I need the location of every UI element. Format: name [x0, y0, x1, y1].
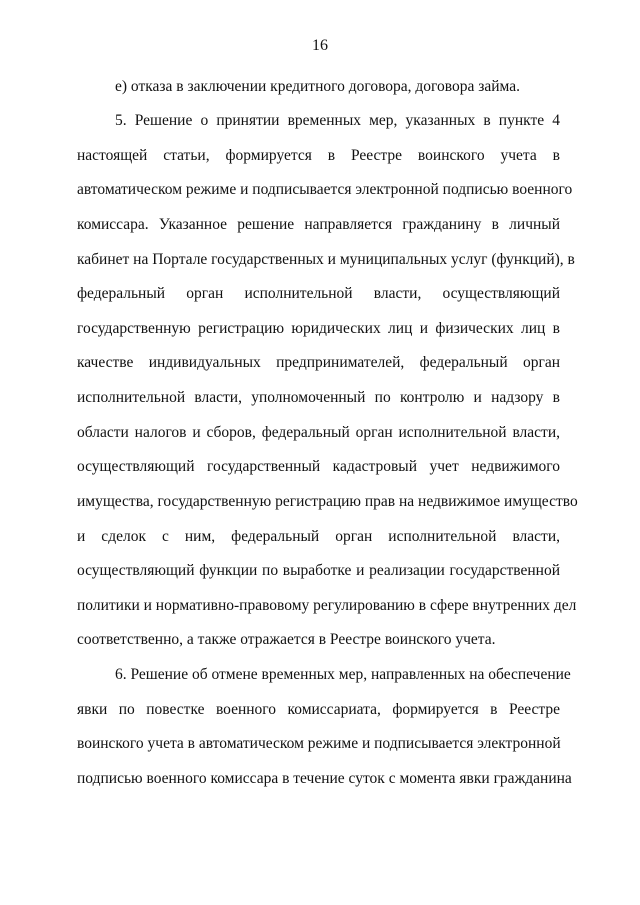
text-line: федеральный орган исполнительной власти, осуществляющий: [77, 285, 560, 302]
text-line: соответственно, а также отражается в Реестре воинского учета.: [77, 631, 496, 648]
text-line: 6. Решение об отмене временных мер, направленных на обеспечение: [115, 666, 571, 683]
text-line: исполнительной власти, уполномоченный по контролю и надзору в: [77, 389, 560, 406]
text-line: качестве индивидуальных предпринимателей, федеральный орган: [77, 354, 560, 371]
text-line: 5. Решение о принятии временных мер, указанных в пункте 4: [115, 112, 560, 129]
text-line: области налогов и сборов, федеральный орган исполнительной власти,: [77, 424, 560, 441]
text-line: подписью военного комиссара в течение суток с момента явки гражданина: [77, 770, 572, 787]
text-line: е) отказа в заключении кредитного договора, договора займа.: [115, 78, 521, 95]
text-line: настоящей статьи, формируется в Реестре воинского учета в: [77, 147, 560, 164]
text-line: политики и нормативно-правовому регулированию в сфере внутренних дел: [77, 597, 577, 614]
text-line: комиссара. Указанное решение направляется гражданину в личный: [77, 216, 560, 233]
text-line: осуществляющий функции по выработке и реализации государственной: [77, 562, 560, 579]
text-line: государственную регистрацию юридических лиц и физических лиц в: [77, 320, 560, 337]
page-number: 16: [312, 37, 328, 54]
text-line: кабинет на Портале государственных и муниципальных услуг (функций), в: [77, 251, 575, 268]
text-line: автоматическом режиме и подписывается электронной подписью военного: [77, 181, 573, 198]
text-line: имущества, государственную регистрацию прав на недвижимое имущество: [77, 493, 578, 510]
text-line: явки по повестке военного комиссариата, формируется в Реестре: [77, 701, 560, 718]
text-line: воинского учета в автоматическом режиме и подписывается электронной: [77, 735, 561, 752]
text-line: и сделок с ним, федеральный орган исполнительной власти,: [77, 528, 560, 545]
text-line: осуществляющий государственный кадастровый учет недвижимого: [77, 458, 560, 475]
